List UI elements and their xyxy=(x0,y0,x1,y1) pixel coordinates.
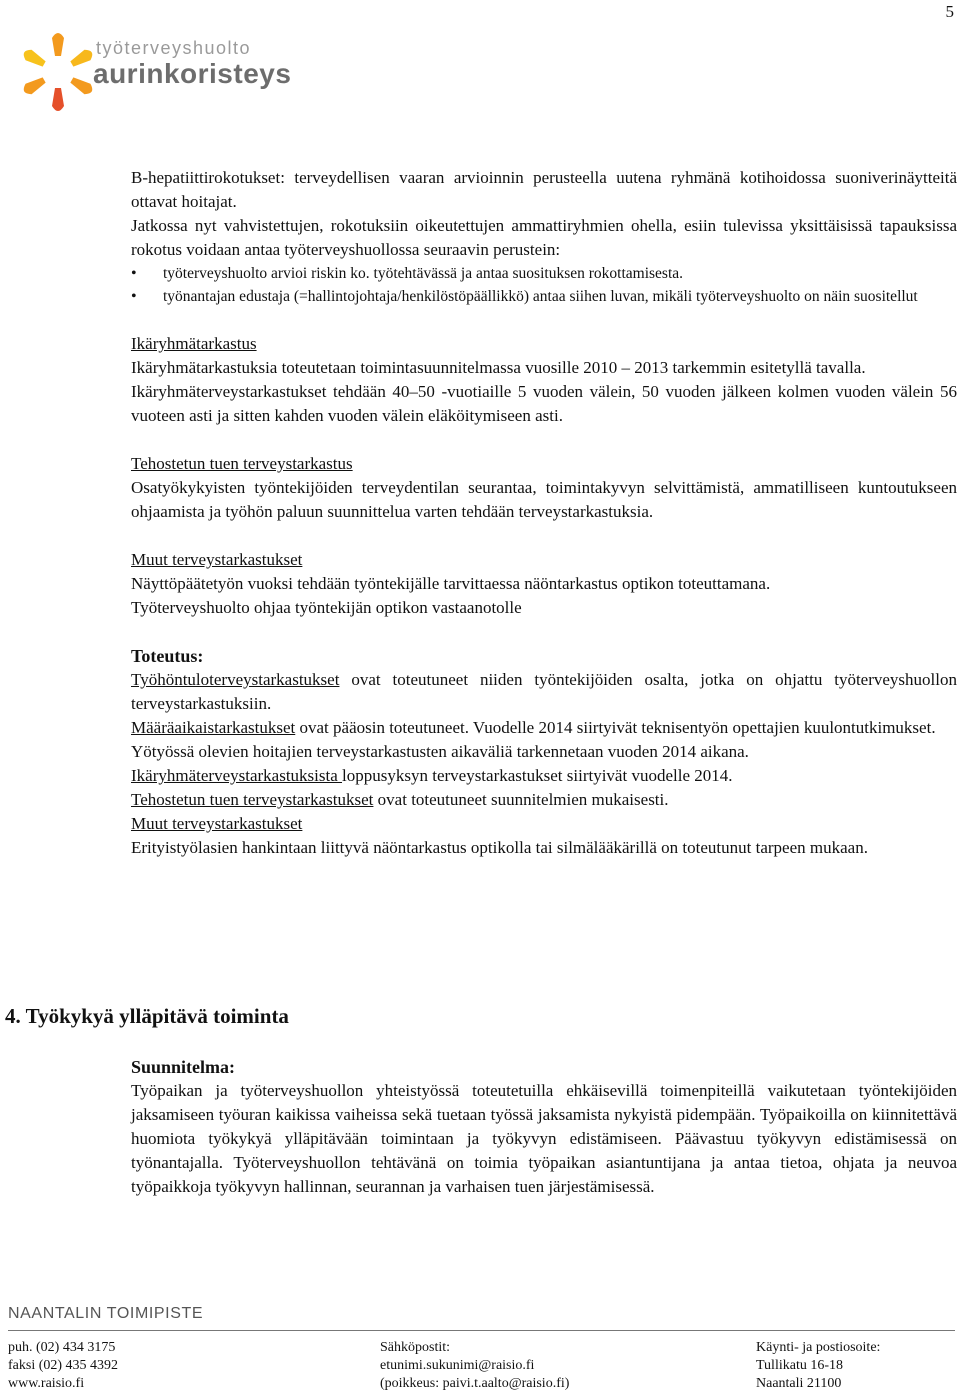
footer-website-link[interactable]: www.raisio.fi xyxy=(8,1376,85,1391)
age-group-checks-label: Ikäryhmäterveystarkastuksista xyxy=(131,766,343,785)
logo-subtitle: työterveyshuolto xyxy=(96,38,252,58)
other-checks-paragraph-1: Näyttöpäätetyön vuoksi tehdään työntekijälle tarvittaessa näöntarkastus optikon toteuttamana. xyxy=(131,574,771,593)
footer-city: Naantali 21100 xyxy=(756,1376,842,1391)
intensive-support-paragraph: Osatyökykyisten työntekijöiden terveydentilan seurantaa, toimintakyvyn selvittämistä, ammatilliseen kuntoutukseen ohjaamista ja työhön paluun suunnittelua varten tehdään terveystarkastuksia. xyxy=(131,478,957,521)
page-number: 5 xyxy=(945,2,954,21)
periodic-checks-text: ovat pääosin toteutuneet. Vuodelle 2014 siirtyivät teknisentyön opettajien kuulontutkimukset. xyxy=(295,718,936,737)
footer-email-label: Sähköpostit: xyxy=(380,1340,451,1355)
other-checks-heading: Muut terveystarkastukset xyxy=(131,550,303,569)
vaccination-criteria-list xyxy=(131,263,957,308)
section-4-title: 4. Työkykyä ylläpitävä toiminta xyxy=(5,1004,289,1028)
vaccination-paragraph: Jatkossa nyt vahvistettujen, rokotuksiin oikeutettujen ammattiryhmien ohella, esiin tulevissa yksittäisissä tapauksissa rokotus voidaan antaa työterveyshuollossa seuraavin perustein: xyxy=(131,216,957,259)
company-logo xyxy=(18,28,318,123)
intensive-checks-text: ovat toteutuneet suunnitelmien mukaisesti. xyxy=(373,790,669,809)
other-checks-paragraph-2: Työterveyshuolto ohjaa työntekijän optikon vastaanotolle xyxy=(131,598,522,617)
entry-checks-label: Työhöntuloterveystarkastukset xyxy=(131,670,340,689)
age-check-paragraph-1: Ikäryhmätarkastuksia toteutetaan toimintasuunnitelmassa vuosille 2010 – 2013 tarkemmin esitetyllä tavalla. xyxy=(131,358,866,377)
document-body xyxy=(131,166,957,860)
age-group-checks-text: loppusyksyn terveystarkastukset siirtyivät vuodelle 2014. xyxy=(342,766,733,785)
implementation-line-3: Yötyössä olevien hoitajien terveystarkastusten aikaväliä tarkennetaan vuoden 2014 aikana. xyxy=(131,742,749,761)
footer-office-title: NAANTALIN TOIMIPISTE xyxy=(8,1305,204,1322)
footer-divider xyxy=(8,1330,955,1331)
implementation-line-7: Erityistyölasien hankintaan liittyvä näöntarkastus optikolla tai silmälääkärillä on toteutunut tarpeen mukaan. xyxy=(131,838,868,857)
footer-fax: faksi (02) 435 4392 xyxy=(8,1358,119,1373)
footer-contact-column xyxy=(8,1339,118,1393)
implementation-line-1 xyxy=(131,668,957,716)
implementation-line-6: Muut terveystarkastukset xyxy=(131,814,303,833)
logo-title: aurinkoristeys xyxy=(93,58,292,89)
footer-email-column xyxy=(380,1339,569,1393)
footer-email-pattern: etunimi.sukunimi@raisio.fi xyxy=(380,1358,535,1373)
footer-street: Tullikatu 16-18 xyxy=(756,1358,843,1373)
footer-address-column xyxy=(756,1339,880,1393)
age-check-paragraph-2: Ikäryhmäterveystarkastukset tehdään 40–50 -vuotiaille 5 vuoden välein, 50 vuoden jälkeen kolmen vuoden välein 56 vuoteen asti ja sitten kahden vuoden välein eläköitymiseen asti. xyxy=(131,382,957,425)
footer-address-label: Käynti- ja postiosoite: xyxy=(756,1340,881,1355)
footer-phone: puh. (02) 434 3175 xyxy=(8,1340,116,1355)
plan-paragraph: Työpaikan ja työterveyshuollon yhteistyössä toteutetuilla ehkäisevillä toimenpiteillä vaikutetaan työntekijöiden jaksamiseen työuran kaikissa vaiheissa sekä tuetaan työssä jaksamista nykyistä pidempään. Työpaikoilla on kiinnitettävä huomiota työkykyä ylläpitävään toimintaan ja työkyvyn edistämiseen. Päävastuu työkyvyn edistämisessä on työnantajalla. Työterveyshuollon tehtävänä on toimia työpaikan asiantuntijana ja antaa tietoa, ohjata ja neuvoa työpaikkoja työkyvyn hallinnan, seurannan ja varhaisen tuen järjestämisessä. xyxy=(131,1081,957,1196)
entry-checks-text: ovat toteutuneet niiden työntekijöiden osalta, jotka on ohjattu työterveyshuollon terveystarkastuksiin. xyxy=(131,670,957,713)
footer-email-exception: (poikkeus: paivi.t.aalto@raisio.fi) xyxy=(380,1376,570,1391)
implementation-heading: Toteutus: xyxy=(131,646,204,666)
intensive-support-heading: Tehostetun tuen terveystarkastus xyxy=(131,454,353,473)
intensive-checks-label: Tehostetun tuen terveystarkastukset xyxy=(131,790,374,809)
list-item: • työnantajan edustaja (=hallintojohtaja/henkilöstöpäällikkö) antaa siihen luvan, mikäli työterveyshuolto on näin suositellut xyxy=(131,286,957,308)
implementation-line-2 xyxy=(131,716,957,740)
sun-icon xyxy=(18,32,98,112)
list-item: • työterveyshuolto arvioi riskin ko. työtehtävässä ja antaa suosituksen rokottamisesta. xyxy=(131,263,957,285)
plan-heading: Suunnitelma: xyxy=(131,1057,236,1077)
implementation-line-5 xyxy=(131,788,957,812)
section-4-body xyxy=(131,1055,957,1199)
hepatitis-paragraph: B-hepatiittirokotukset: terveydellisen vaaran arvioinnin perusteella uutena ryhmänä kotihoidossa suoniverinäytteitä ottavat hoitajat. xyxy=(131,168,957,211)
implementation-line-4 xyxy=(131,764,957,788)
periodic-checks-label: Määräaikaistarkastukset xyxy=(131,718,296,737)
age-check-heading: Ikäryhmätarkastus xyxy=(131,334,257,353)
